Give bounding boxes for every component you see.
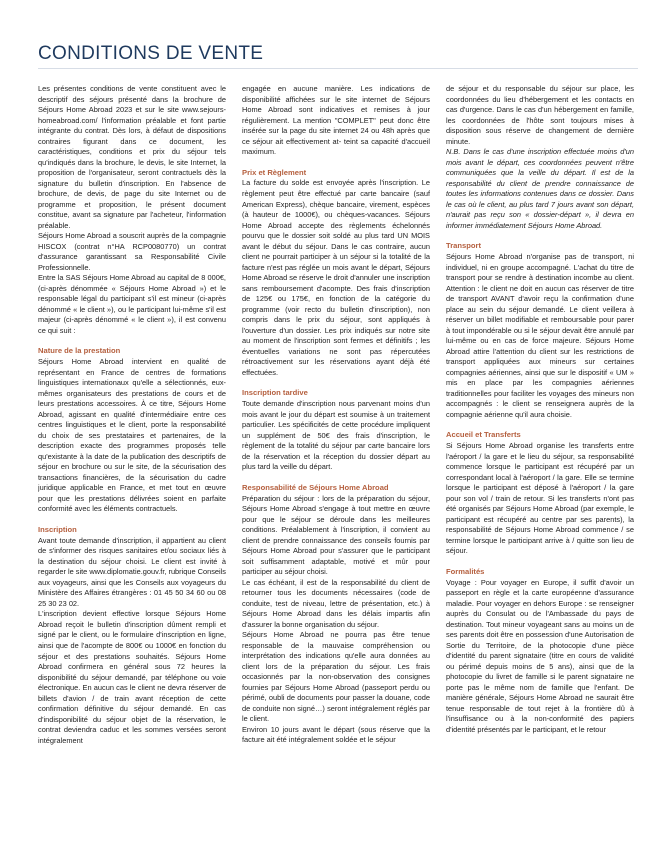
paragraph: N.B. Dans le cas d'une inscription effectuée moins d'un mois avant le départ, ces coordonnées peuvent n'être communiquées que la veille du départ. Il est de la responsabilité du client de prendre connaissance de toutes les informations contenues dans ce dossier. Dans le cas où le client, au plus tard 7 jours avant son départ, n'aurait pas reçu son « dossier-départ », il devra en informer immédiatement Séjours Home Abroad. bbox=[446, 147, 634, 230]
column-2 bbox=[242, 84, 430, 836]
paragraph: Entre la SAS Séjours Home Abroad au capital de 8 000€, (ci-après dénommée « Séjours Home Abroad ») et le responsable légal du participant s'il est mineur (ci-après dénommé « le client »), ou le participant lui-même s'il est majeur (ci-après dénommé « le client »), il est convenu ce qui suit : bbox=[38, 273, 226, 335]
text-columns bbox=[38, 84, 638, 836]
paragraph: Préparation du séjour : lors de la préparation du séjour, Séjours Home Abroad s'engage à tout mettre en œuvre pour que le séjour se déroule dans les meilleures conditions. Préalablement à l'inscription, il convient au client de prendre connaissance des conseils fournis par Séjours Home Abroad pour s'assurer que le participant soit suffisamment adaptable, motivé et mûr pour participer au séjour choisi. bbox=[242, 493, 430, 577]
section-heading: Transport bbox=[446, 241, 482, 251]
paragraph: Voyage : Pour voyager en Europe, il suffit d'avoir un passeport en règle et la carte européenne d'assurance maladie. Pour voyager en dehors Europe : se renseigner auprès du Consulat ou de l'Ambassade du pays de destination. Tout mineur voyageant sans au moins un de ses parents doit être en possession d'une Autorisation de Sortie du Territoire, de la photocopie d'une pièce d'identité du parent signataire (titre en cours de validité ou périmé depuis moins de 5 ans), ainsi que de la photocopie du livret de famille si le parent signataire ne porte pas le même nom de famille que l'enfant. De manière générale, Séjours Home Abroad ne saurait être tenue responsable de tout rejet à la frontière dû à l'insuffisance ou à la non-conformité des papiers d'identité présentés par le participant, et le retour bbox=[446, 577, 634, 734]
paragraph: L'inscription devient effective lorsque Séjours Home Abroad reçoit le bulletin d'inscription dûment rempli et signé par le client, ou le formulaire d'inscription en ligne, ainsi que de l'acompte de 800€ ou 1000€ en fonction du séjour et des prestations souhaités. Séjours Home Abroad confirmera en général sous 72 heures la disponibilité du séjour demandé, par téléphone ou voie électronique. En aucun cas le client ne devra réserver de billets d'avion / de train avant réception de cette confirmation définitive du séjour demandé. En cas d'indisponibilité du séjour objet de la réservation, le contrat deviendra caduc et les sommes versées seront intégralement bbox=[38, 609, 226, 745]
paragraph: Si Séjours Home Abroad organise les transferts entre l'aéroport / la gare et le lieu du séjour, sa responsabilité commence lorsque le participant est récupéré par un correspondant local à l'aéroport / la gare. Elle se termine lorsque le participant est déposé à l'aéroport / la gare pour son vol / train de retour. Si les transferts n'ont pas été organisés par Séjours Home Abroad (par exemple, le participant est récupéré au centre par ses parents), la responsabilité de Séjours Home Abroad commence / se termine lorsque le participant arrive à / quitte son lieu de séjour. bbox=[446, 441, 634, 556]
paragraph: La facture du solde est envoyée après l'inscription. Le règlement peut être effectué par carte bancaire (sauf American Express), chèque bancaire, virement, espèces (à hauteur de 1000€), ou chèques-vacances. Séjours Home Abroad accepte des règlements échelonnés pourvu que le dossier soit soldé au plus tard UN MOIS avant le début du séjour. Dans le cas contraire, aucun client ne pourrait participer à un séjour si la totalité de la facture n'est pas réglée un mois avant le départ, Séjours Home Abroad se réserve le droit d'annuler une inscription sans remboursement d'acompte. Des frais d'inscription de 125€ ou 175€, en fonction de la catégorie du programme (voir recto du bulletin d'inscription), non compris dans le prix du séjour, sont appliqués à l'ouverture d'un dossier. Les prix indiqués sur notre site au moment de l'inscription sont fermes et définitifs ; les éventuelles variations ne sont pas répercutées rétroactivement sur les réservations ayant déjà été effectuées. bbox=[242, 178, 430, 377]
paragraph: Environ 10 jours avant le départ (sous réserve que la facture ait été intégralement soldée et le séjour bbox=[242, 724, 430, 745]
paragraph: Toute demande d'inscription nous parvenant moins d'un mois avant le jour du départ est soumise à un traitement particulier. Les spécificités de cette procédure impliquent un supplément de 50€ des frais d'inscription, le règlement de la totalité du séjour par carte bancaire lors de la réservation et la réception du dossier départ au plus tard la veille du départ. bbox=[242, 399, 430, 472]
paragraph: Le cas échéant, il est de la responsabilité du client de retourner tous les documents nécessaires (code de conduite, test de niveau, lettre de présentation, etc.) à Séjours Home Abroad dans les délais impartis afin d'assurer la bonne organisation du séjour. bbox=[242, 577, 430, 629]
section-heading: Formalités bbox=[446, 566, 485, 576]
paragraph: Les présentes conditions de vente constituent avec le descriptif des séjours présenté dans la brochure de Séjours Home Abroad 2023 et sur le site www.sejours-homeabroad.com/ l'information préalable et font partie intégrante du contrat. Dès lors, à défaut de dispositions contraires figurant dans ce document, les caractéristiques, conditions et prix du séjour tels qu'indiqués dans la brochure, le devis, le site Internet, la proposition de l'organisateur, seront contractuels dès la signature du bulletin d'inscription. En l'absence de brochure, de devis, de page du site Internet ou de programme et proposition, le présent document constitue, avant sa signature par l'acheteur, l'information préalable. bbox=[38, 84, 226, 230]
paragraph: Séjours Home Abroad a souscrit auprès de la compagnie HISCOX (contrat n°HA RCP0080770) un contrat d'assurance garantissant sa Responsabilité Civile Professionnelle. bbox=[38, 231, 226, 272]
paragraph: Séjours Home Abroad ne pourra pas être tenue responsable de la mauvaise compréhension ou interprétation des indications qu'elle aura données au client lors de la préparation du séjour. Les frais occasionnés par la non-observation des consignes fournies par Séjours Home Abroad (passeport perdu ou périmé, oubli de documents pour passer la douane, code de conduite non signé…) seront intégralement réglés par le client. bbox=[242, 630, 430, 724]
section-heading: Prix et Règlement bbox=[242, 167, 307, 177]
column-3 bbox=[446, 84, 634, 836]
paragraph: Séjours Home Abroad intervient en qualité de représentant en France de centres de formations linguistiques internationaux qu'elle a sélectionnés, eux-mêmes organisateurs des prestations de cours et de leurs prestations accessoires. À ce titre, Séjours Home Abroad, agissant en qualité d'intermédiaire entre ces centres linguistiques et le client, porte la responsabilité du choix de ses prestataires et partenaires, de la description exacte des programmes proposés telle qu'existante à la date de la publication des descriptifs de séjour en brochure ou sur le site, de la sécurisation des transactions financières, de la sécurisation du cadre juridique applicable en France, et met tout en œuvre pour que les prestations délivrées soient en parfaite conformité avec les éléments contractuels. bbox=[38, 357, 226, 514]
paragraph: Séjours Home Abroad n'organise pas de transport, ni individuel, ni en groupe accompagné. L'achat du titre de transport pour se rendre à destination incombe au client. Attention : le client ne doit en aucun cas réserver de titre de transport AVANT d'avoir reçu la confirmation d'une place au sein du séjour demandé. Le client veillera à réserver un billet modifiable et remboursable pour parer à tout impondérable ou si le séjour devait être annulé par lui-même ou en cas de force majeure. Séjours Home Abroad attire l'attention du client sur les restrictions de transport appliquées aux mineurs sur certaines compagnies aériennes, ainsi que sur le dispositif « UM » mis en place par les compagnies aériennes traditionnelles pour faciliter les voyages des mineurs non accompagnés : le client se renseignera auprès de la compagnie aérienne qu'il aura choisie. bbox=[446, 252, 634, 419]
column-1 bbox=[38, 84, 226, 836]
title-divider bbox=[38, 68, 638, 69]
section-heading: Responsabilité de Séjours Home Abroad bbox=[242, 482, 389, 492]
section-heading: Inscription bbox=[38, 524, 77, 534]
paragraph: engagée en aucune manière. Les indications de disponibilité affichées sur le site internet de Séjours Home Abroad sont indicatives et remises à jour régulièrement. La mention "COMPLET" peut donc être insérée sur la page du site internet 24 ou 48h après que ce séjour ait effectivement at- teint sa capacité d'accueil maximum. bbox=[242, 84, 430, 157]
paragraph: Avant toute demande d'inscription, il appartient au client de s'informer des risques sanitaires et/ou sociaux liés à la destination du séjour choisi. Le client est invité à regarder le site www.diplomatie.gouv.fr, rubrique Conseils aux voyageurs, ainsi que les Conseils aux voyageurs du Ministère des Affaires étrangères : 01 45 50 34 60 ou 08 25 30 23 02. bbox=[38, 535, 226, 608]
paragraph: de séjour et du responsable du séjour sur place, les coordonnées du lieu d'hébergement et les contacts en cas d'urgence. Dans le cas d'un hébergement en famille, les coordonnées de l'hôte sont toujours mises à disposition sous réserve de changement de dernière minute. bbox=[446, 84, 634, 146]
section-heading: Accueil et Transferts bbox=[446, 430, 521, 440]
section-heading: Inscription tardive bbox=[242, 388, 308, 398]
section-heading: Nature de la prestation bbox=[38, 346, 121, 356]
page-title: CONDITIONS DE VENTE bbox=[38, 43, 264, 64]
